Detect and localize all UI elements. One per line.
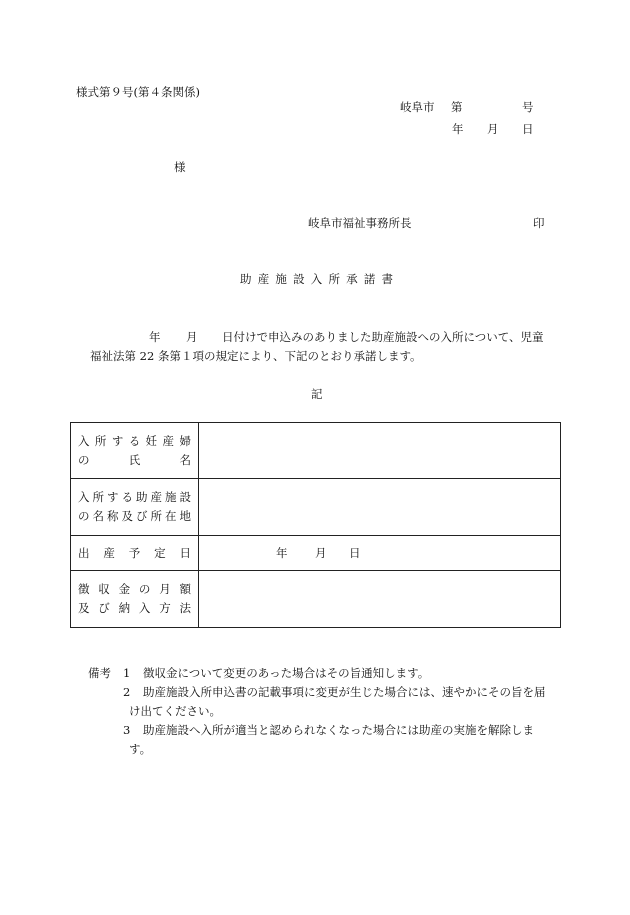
row-label-facility: [71, 479, 199, 536]
title-char: 所: [328, 272, 340, 286]
note-number: 3: [123, 723, 131, 737]
details-table: [70, 422, 561, 628]
label-char: 及: [78, 601, 90, 615]
label-char: 設: [179, 490, 191, 504]
label-char: 法: [179, 601, 191, 615]
recipient-honorific: 様: [174, 160, 186, 174]
label-char: の: [138, 582, 151, 596]
label-char: 氏: [128, 452, 141, 467]
label-char: の: [78, 452, 90, 467]
label-char: 名: [92, 509, 104, 523]
label-char: 予: [128, 545, 141, 560]
issue-date-day: 日: [522, 122, 534, 136]
note-text: け出てください。: [129, 704, 221, 718]
table-row: [71, 571, 561, 628]
due-date-month: 月: [315, 545, 327, 560]
body-month: 月: [186, 330, 198, 344]
label-char: 入: [78, 433, 90, 448]
label-char: す: [107, 490, 119, 504]
label-char: 定: [154, 545, 166, 560]
seal-mark: 印: [533, 216, 545, 230]
label-char: 月: [159, 582, 171, 596]
label-char: 日: [179, 545, 191, 560]
document-number-prefix: 第: [451, 100, 463, 114]
title-char: 入: [310, 272, 323, 286]
label-char: 所: [92, 490, 104, 504]
label-char: 産: [150, 490, 162, 504]
form-number: 様式第９号(第４条関係): [76, 85, 200, 99]
label-char: 妊: [145, 433, 158, 448]
document-title: [240, 274, 393, 286]
document-number-suffix: 号: [522, 100, 534, 114]
issue-date-month: 月: [487, 122, 499, 136]
issuer-name: 岐阜市福祉事務所長: [308, 216, 412, 230]
label-char: る: [128, 433, 141, 448]
table-row: [71, 536, 561, 571]
label-char: 所: [150, 509, 162, 523]
title-char: 諾: [363, 272, 376, 286]
label-char: 所: [94, 433, 107, 448]
note-number: 2: [123, 685, 131, 699]
label-char: 地: [179, 509, 191, 523]
label-char: 徴: [78, 582, 90, 596]
label-char: 名: [179, 452, 191, 467]
issuing-city: 岐阜市: [400, 100, 435, 114]
title-char: 設: [293, 272, 305, 286]
label-char: 施: [165, 490, 177, 504]
note-text: 助産施設へ入所が適当と認められなくなった場合には助産の実施を解除しま: [143, 723, 534, 737]
table-row: [71, 423, 561, 479]
label-char: 方: [159, 601, 171, 615]
title-char: 助: [240, 272, 252, 286]
row-label-fee: [71, 571, 199, 628]
label-char: び: [136, 509, 148, 523]
value-cell-facility: [199, 479, 561, 536]
body-text-line-1: 日付けで申込みのありました助産施設への入所について、児童: [222, 330, 544, 344]
title-char: 書: [381, 272, 393, 286]
label-char: 額: [179, 582, 191, 596]
value-cell-name: [199, 423, 561, 479]
note-text: 助産施設入所申込書の記載事項に変更が生じた場合には、速やかにその旨を届: [143, 685, 546, 699]
value-cell-due-date: [199, 536, 561, 571]
label-char: 在: [165, 509, 177, 523]
label-char: 出: [78, 545, 90, 560]
row-label-name: [71, 423, 199, 479]
label-char: 及: [121, 509, 133, 523]
label-char: る: [121, 490, 133, 504]
due-date-year: 年: [276, 545, 288, 560]
body-text-line-2: 福祉法第 22 条第１項の規定により、下記のとおり承諾します。: [90, 349, 422, 363]
label-char: 入: [78, 490, 90, 504]
due-date-day: 日: [349, 545, 361, 560]
table-row: [71, 479, 561, 536]
row-label-due-date: [71, 536, 199, 571]
label-char: 産: [103, 545, 115, 560]
note-number: 1: [123, 666, 131, 680]
label-char: 納: [118, 601, 131, 615]
value-cell-fee: [199, 571, 561, 628]
note-text: す。: [129, 742, 152, 756]
ki-heading: 記: [311, 387, 323, 401]
notes-heading: 備考: [88, 666, 111, 680]
title-char: 承: [346, 272, 358, 286]
label-char: 収: [98, 582, 110, 596]
label-char: の: [78, 509, 90, 523]
label-char: び: [98, 601, 110, 615]
body-year: 年: [149, 330, 161, 344]
label-char: 金: [118, 582, 131, 596]
label-char: す: [111, 433, 124, 448]
title-char: 産: [257, 272, 270, 286]
note-text: 徴収金について変更のあった場合はその旨通知します。: [143, 666, 430, 680]
label-char: 称: [107, 509, 119, 523]
title-char: 施: [275, 272, 287, 286]
label-char: 入: [138, 601, 151, 615]
label-char: 婦: [179, 433, 191, 448]
issue-date-year: 年: [452, 122, 464, 136]
label-char: 助: [136, 490, 148, 504]
label-char: 産: [162, 433, 175, 448]
